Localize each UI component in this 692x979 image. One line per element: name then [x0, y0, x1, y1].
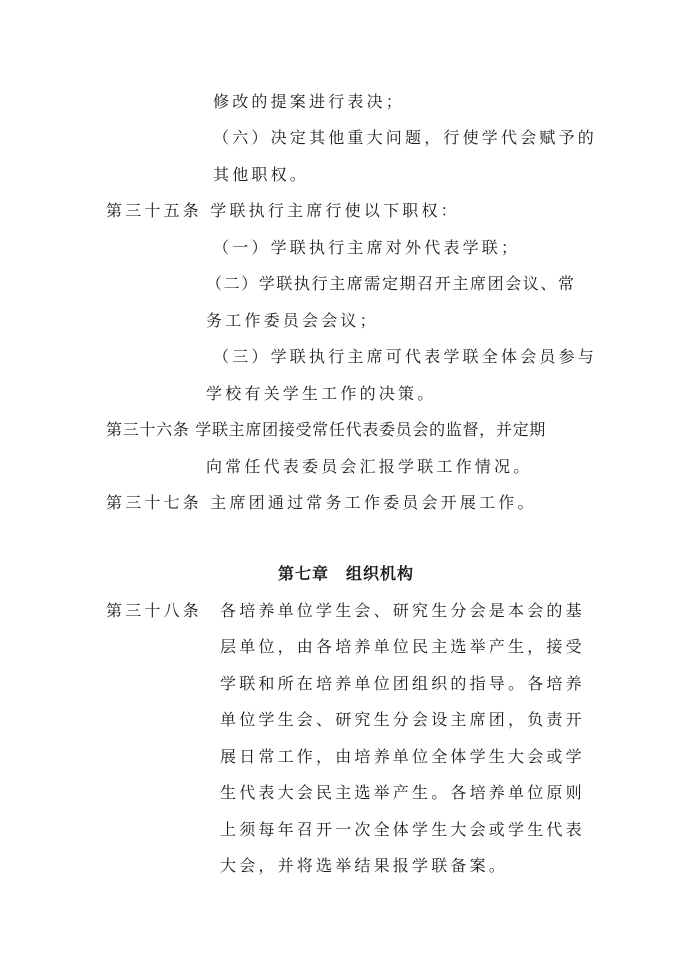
article-38-line: 展日常工作，由培养单位全体学生大会或学: [220, 747, 585, 766]
article-38-line: 单位学生会、研究生分会设主席团，负责开: [220, 710, 585, 729]
text-line: 务工作委员会会议；: [206, 311, 379, 330]
article-38-line: 生代表大会民主选举产生。各培养单位原则: [220, 783, 585, 802]
text-line: 学校有关学生工作的决策。: [206, 384, 437, 403]
article-38-line: 学联和所在培养单位团组织的指导。各培养: [220, 674, 585, 693]
article-38-label: 第三十八条: [106, 601, 203, 620]
article-35-line: 第三十五条 学联执行主席行使以下职权：: [106, 201, 460, 220]
article-36-line: 第三十六条 学联主席团接受常任代表委员会的监督，并定期: [106, 420, 546, 439]
article-37-line: 第三十七条 主席团通过常务工作委员会开展工作。: [106, 493, 537, 512]
article-38-line: 大会，并将选举结果报学联备案。: [220, 856, 509, 875]
text-line: 修改的提案进行表决；: [213, 92, 406, 111]
text-line: 其他职权。: [213, 165, 310, 184]
chapter-heading: 第七章 组织机构: [277, 564, 414, 583]
text-line: （三）学联执行主席可代表学联全体会员参与: [213, 347, 598, 366]
article-38-line: 各培养单位学生会、研究生分会是本会的基: [220, 601, 585, 620]
article-38-line: 上须每年召开一次全体学生大会或学生代表: [220, 820, 585, 839]
text-line: 向常任代表委员会汇报学联工作情况。: [206, 457, 533, 476]
text-line: （六）决定其他重大问题，行使学代会赋予的: [213, 128, 598, 147]
text-line: （二）学联执行主席需定期召开主席团会议、常: [206, 274, 576, 293]
article-38-line: 层单位，由各培养单位民主选举产生，接受: [220, 637, 585, 656]
text-line: （一）学联执行主席对外代表学联；: [213, 238, 521, 257]
